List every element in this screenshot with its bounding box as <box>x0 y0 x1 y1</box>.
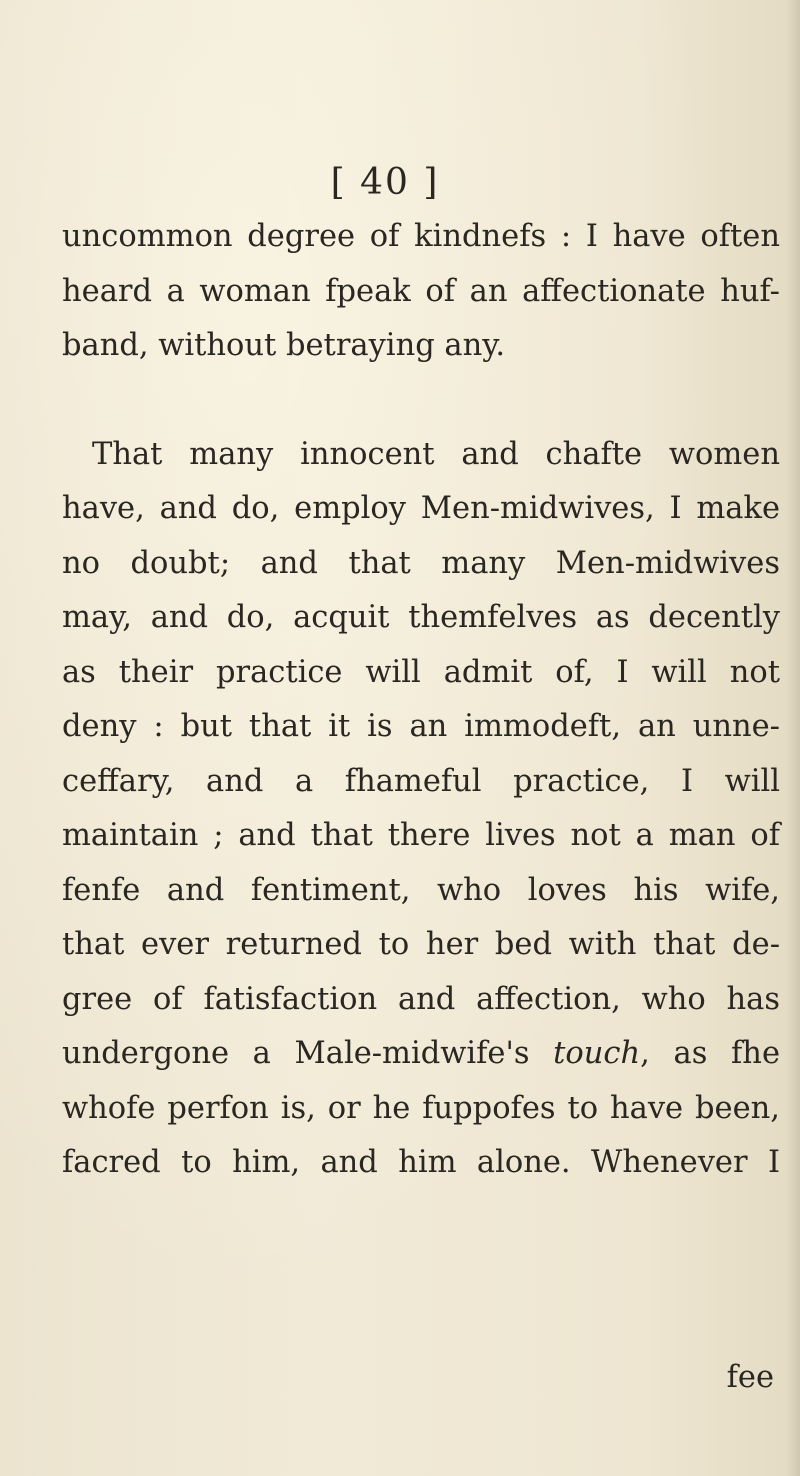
text-line: fenfe and fentiment, who loves his wife, <box>62 872 780 908</box>
text-line: band, without betraying any. <box>62 328 506 363</box>
text-line: whofe perfon is, or he fuppofes to have been, <box>62 1090 780 1126</box>
text-line: that ever returned to her bed with that de- <box>62 927 780 962</box>
italic-word: touch <box>553 1036 641 1071</box>
text-line: heard a woman fpeak of an affectionate huf- <box>62 273 780 309</box>
text-line: facred to him, and him alone. Whenever I <box>62 1145 780 1180</box>
text-fragment: undergone a Male-midwife's <box>62 1036 554 1071</box>
text-line: no doubt; and that many Men-midwives <box>62 545 780 581</box>
text-line: have, and do, employ Men-midwives, I make <box>62 491 780 526</box>
page-edge-shadow <box>786 0 800 1476</box>
paragraph-break <box>62 374 780 428</box>
text-line: ceffary, and a fhameful practice, I will <box>62 763 780 799</box>
text-line: That many innocent and chafte women <box>92 436 780 472</box>
page-body-text <box>62 210 780 1191</box>
text-line: gree of fatisfaction and affection, who has <box>62 981 780 1017</box>
page-number: [ 40 ] <box>330 162 440 203</box>
text-line-with-italic <box>62 1027 780 1082</box>
text-line: may, and do, acquit themfelves as decently <box>62 600 780 635</box>
text-line: as their practice will admit of, I will not <box>62 654 780 690</box>
catchword: fee <box>726 1360 774 1395</box>
text-fragment: , as fhe <box>640 1036 780 1071</box>
text-line: uncommon degree of kindnefs : I have often <box>62 219 780 254</box>
text-line: deny : but that it is an immodeft, an unne- <box>62 709 780 744</box>
text-line: maintain ; and that there lives not a man of <box>62 818 780 853</box>
